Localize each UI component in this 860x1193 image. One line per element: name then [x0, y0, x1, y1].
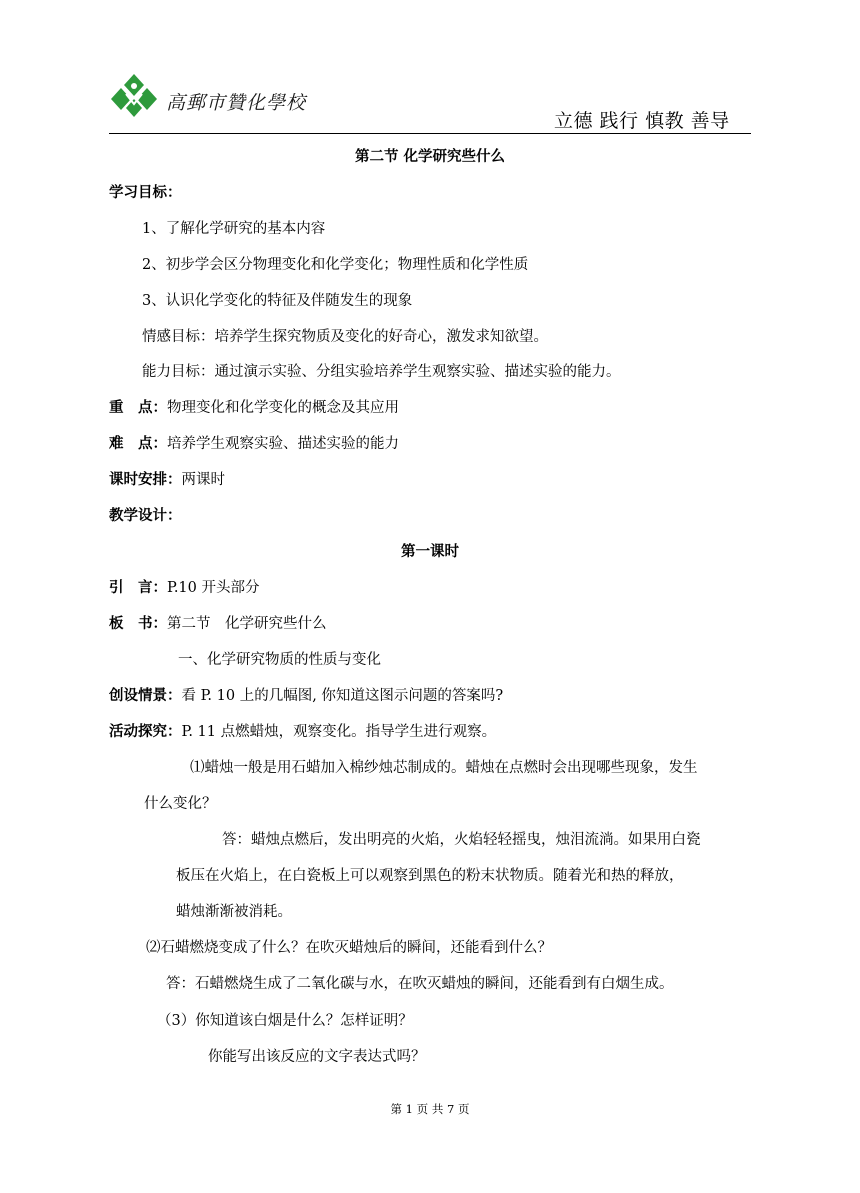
intro-text: P.10 开头部分 [167, 580, 260, 596]
scenario-label: 创设情景： [109, 687, 182, 704]
schedule-label: 课时安排： [109, 471, 182, 488]
intro [109, 578, 260, 598]
activity [109, 722, 496, 742]
difficulty [109, 434, 399, 454]
key-point [109, 398, 399, 418]
board-subheading: 一、化学研究物质的性质与变化 [178, 652, 381, 668]
answer-1-continued: 板压在火焰上，在白瓷板上可以观察到黑色的粉末状物质。随着光和热的释放， [176, 868, 684, 884]
difficulty-label: 难 点： [109, 435, 167, 452]
activity-text: P. 11 点燃蜡烛，观察变化。指导学生进行观察。 [181, 724, 497, 740]
activity-label: 活动探究： [109, 723, 182, 740]
scenario [109, 686, 503, 706]
school-name-logo: 高郵市贊化學校 [166, 92, 307, 114]
question-1: ⑴蜡烛一般是用石蜡加入棉纱烛芯制成的。蜡烛在点燃时会出现哪些现象，发生 [190, 760, 698, 776]
objective-item: 3、认识化学变化的特征及伴随发生的现象 [142, 293, 413, 309]
header-divider [109, 133, 751, 134]
objective-item: 1、了解化学研究的基本内容 [142, 221, 326, 237]
difficulty-text: 培养学生观察实验、描述实验的能力 [167, 436, 399, 452]
board-text: 第二节 化学研究些什么 [167, 616, 327, 632]
answer-1-end: 蜡烛渐渐被消耗。 [176, 904, 292, 920]
schedule-text: 两课时 [181, 472, 225, 488]
objective-item: 2、初步学会区分物理变化和化学变化；物理性质和化学性质 [142, 257, 529, 273]
lesson-title: 第一课时 [401, 543, 459, 560]
ability-objective: 能力目标：通过演示实验、分组实验培养学生观察实验、描述实验的能力。 [142, 364, 621, 380]
answer-1: 答：蜡烛点燃后，发出明亮的火焰，火焰轻轻摇曳，烛泪流淌。如果用白瓷 [222, 832, 701, 848]
board-label: 板 书： [109, 615, 167, 632]
question-3: （3）你知道该白烟是什么？怎样证明？ [157, 1013, 413, 1029]
page-title: 第二节 化学研究些什么 [354, 148, 506, 165]
emotion-objective: 情感目标：培养学生探究物质及变化的好奇心，激发求知欲望。 [142, 329, 548, 345]
question-1-continued: 什么变化？ [144, 796, 217, 812]
question-3-followup: 你能写出该反应的文字表达式吗？ [208, 1049, 426, 1065]
objectives-heading: 学习目标： [109, 184, 182, 201]
school-logo-icon [104, 72, 164, 118]
school-motto: 立德 践行 慎教 善导 [554, 110, 730, 132]
scenario-text: 看 P. 10 上的几幅图, 你知道这图示问题的答案吗? [181, 688, 504, 704]
question-2: ⑵石蜡燃烧变成了什么？在吹灭蜡烛后的瞬间，还能看到什么？ [146, 940, 552, 956]
intro-label: 引 言： [109, 579, 167, 596]
board-writing [109, 614, 327, 634]
answer-2: 答：石蜡燃烧生成了二氧化碳与水，在吹灭蜡烛的瞬间，还能看到有白烟生成。 [166, 976, 674, 992]
page-number-footer: 第 1 页 共 7 页 [390, 1102, 470, 1116]
key-point-text: 物理变化和化学变化的概念及其应用 [167, 400, 399, 416]
key-point-label: 重 点： [109, 399, 167, 416]
design-heading: 教学设计： [109, 507, 182, 524]
schedule [109, 470, 225, 490]
